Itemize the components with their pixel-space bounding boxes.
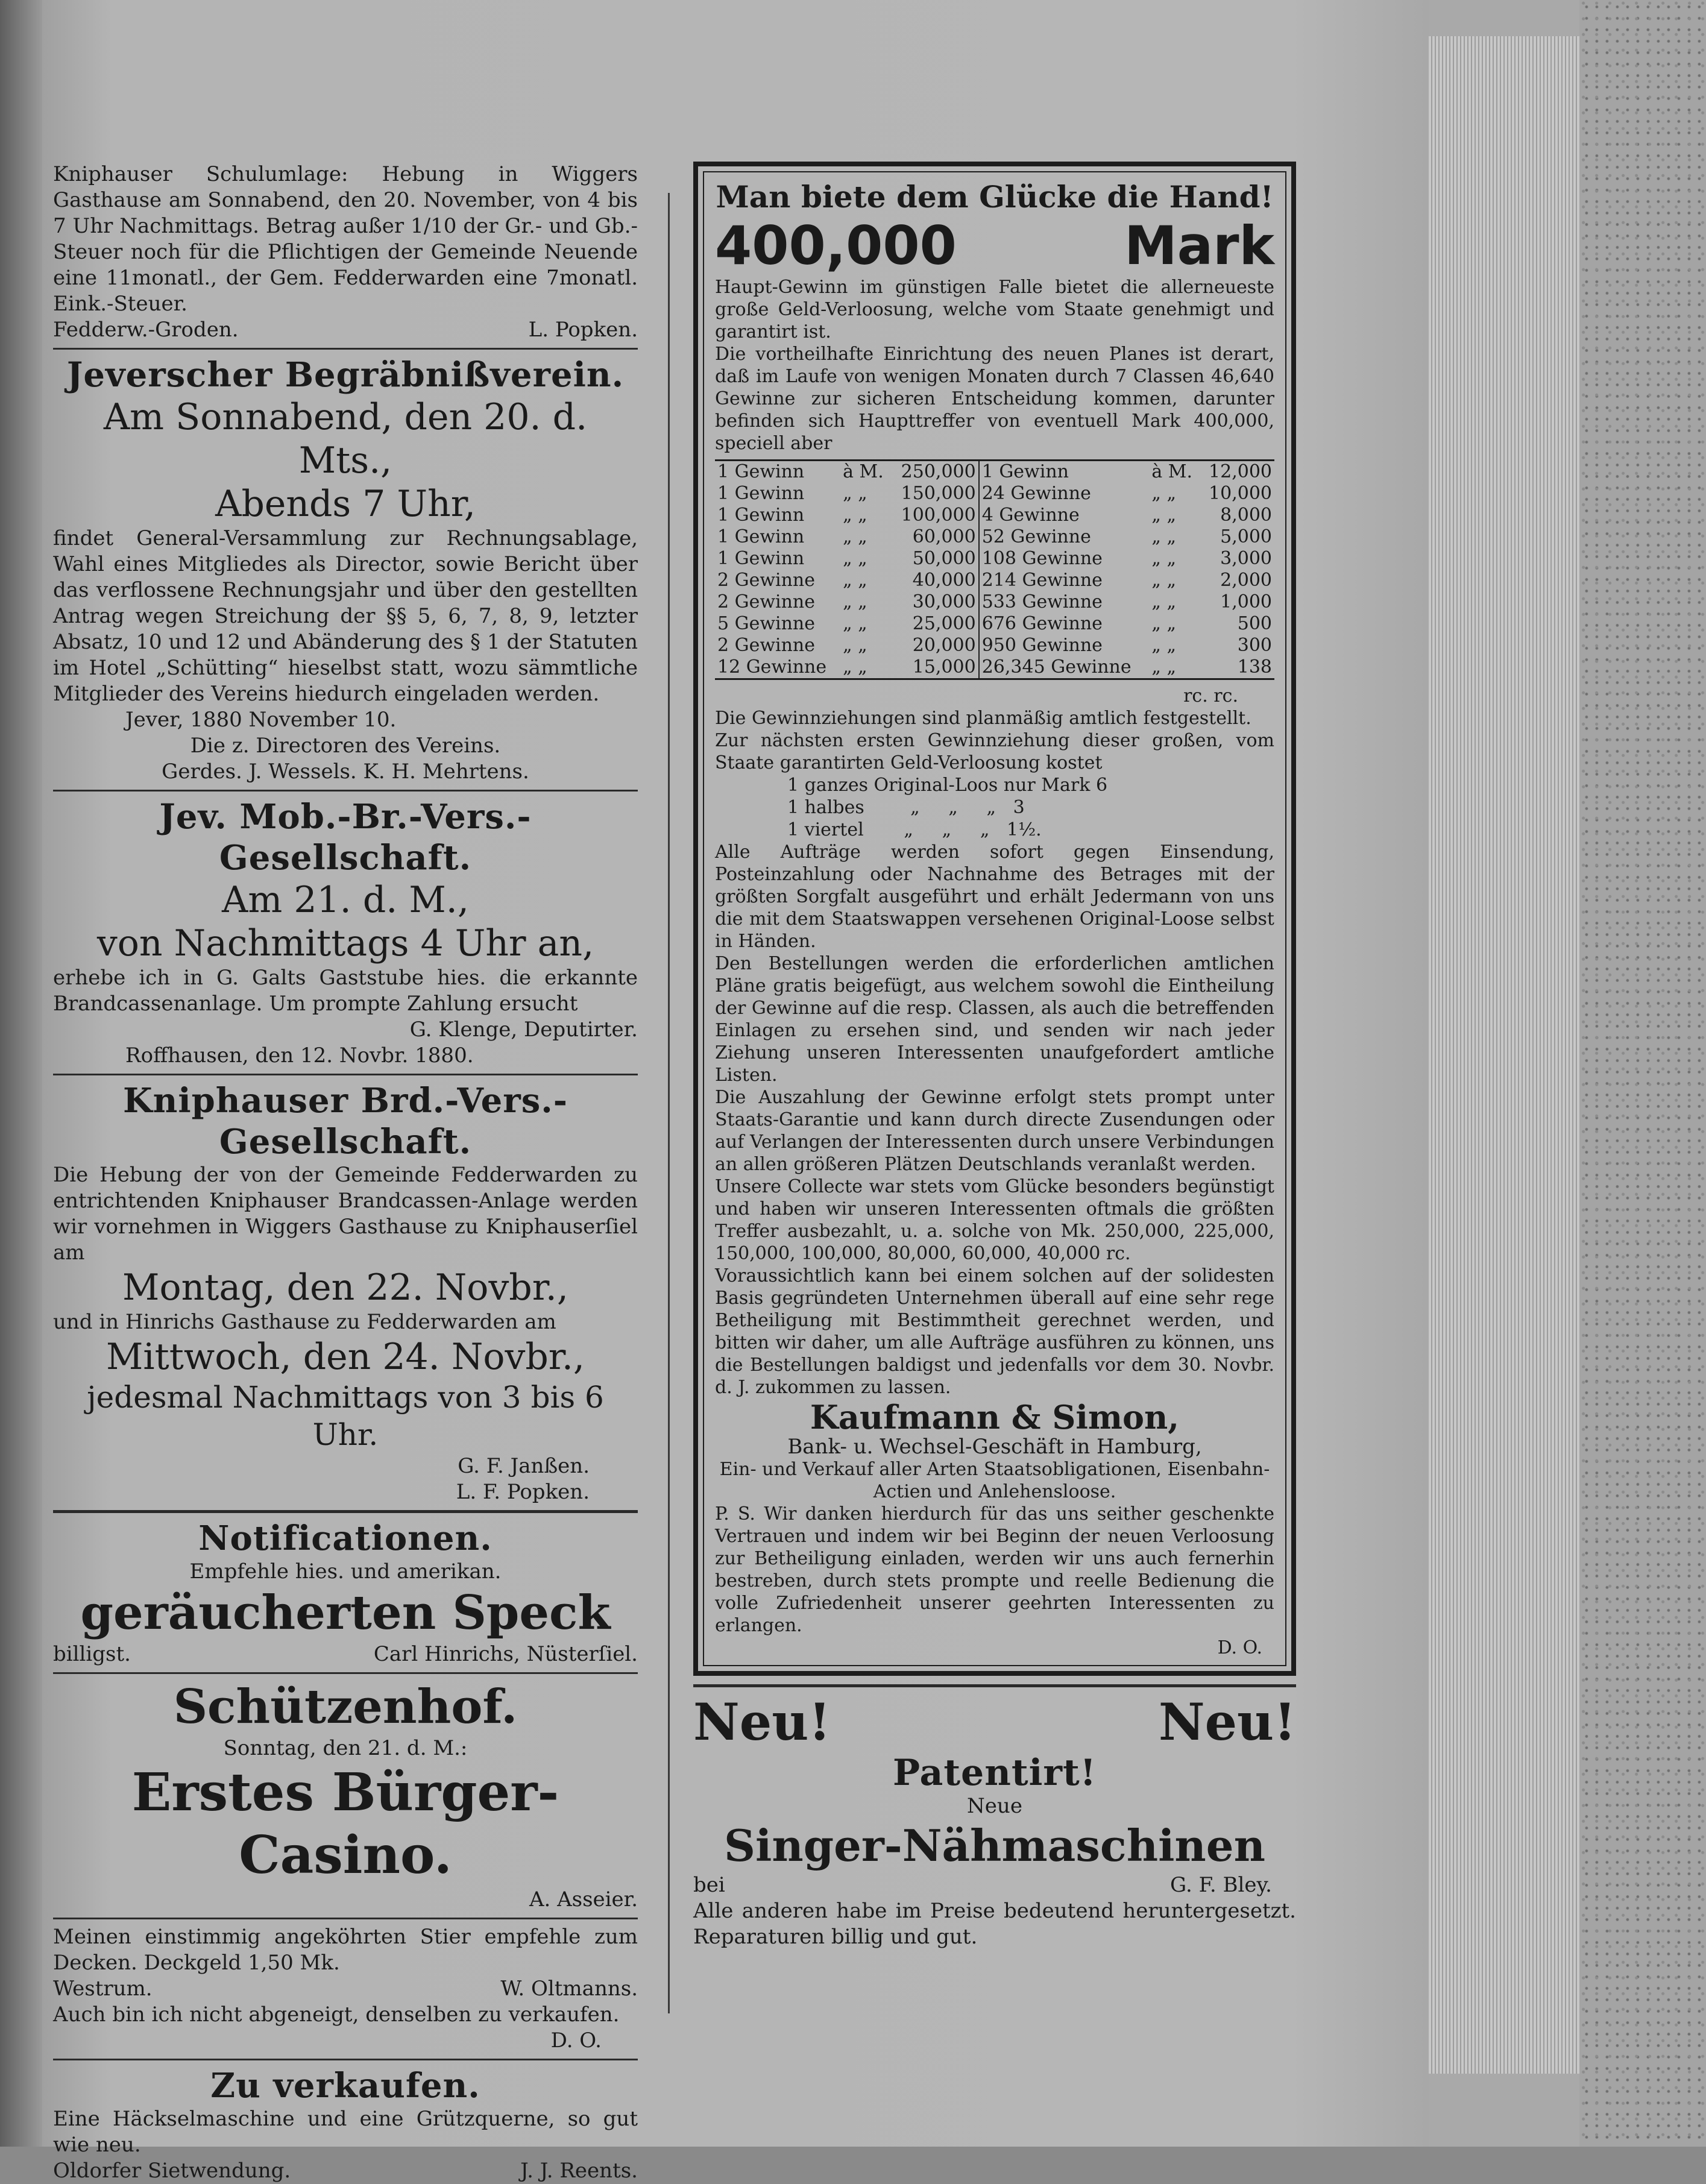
- ad-lottery: [693, 162, 1296, 1676]
- prize-mark: „ „: [843, 483, 867, 504]
- begraebnis-directors: Die z. Directoren des Vereins.: [190, 734, 501, 758]
- book-cover-edge: [1579, 0, 1706, 2147]
- ad-schulumlage: [53, 162, 638, 343]
- ad-schuetzenhof: [53, 1679, 638, 1913]
- begraebnis-dateline: Jever, 1880 November 10.: [125, 708, 397, 732]
- schulumlage-footer: [53, 317, 638, 343]
- ad-begraebnisverein: [53, 354, 638, 785]
- lottery-firm-desc: Ein- und Verkauf aller Arten Staatsobligationen, Eisenbahn-Actien und Anlehensloose.: [719, 1459, 1270, 1502]
- prize-value: 10,000: [1209, 483, 1272, 504]
- prize-mark: „ „: [1151, 483, 1176, 504]
- prize-mark: „ „: [843, 526, 867, 547]
- prize-row: [715, 613, 1274, 635]
- ad-singer: [693, 1692, 1296, 1950]
- schuetzen-signer: A. Asseier.: [529, 1887, 638, 1912]
- begraebnis-date: Am Sonnabend, den 20. d. Mts.,: [103, 396, 588, 482]
- prize-count: 533 Gewinne: [979, 591, 1150, 613]
- verkaufen-signer: J. J. Reents.: [520, 2159, 638, 2183]
- notif-right: Carl Hinrichs, Nüsterſiel.: [373, 1642, 638, 1666]
- lottery-ps: P. S. Wir danken hierdurch für das uns seither geschenkte Vertrauen und indem wir bei Beginn der neuen Verloosung zur Betheiligung einladen, werden wir uns auch fernerhin bestreben, durch stets prompte und reelle Bedienung die volle Zufriedenheit unserer geehrten Interessenten zu erlangen.: [715, 1503, 1274, 1636]
- schulumlage-signer: L. Popken.: [528, 318, 638, 342]
- begraebnis-title: Jeverscher Begräbnißverein.: [66, 355, 625, 395]
- prize-value: 500: [1237, 613, 1272, 634]
- prize-value: 60,000: [912, 526, 976, 547]
- stier-footer: [53, 1976, 638, 2002]
- ad-notificationen: [53, 1518, 638, 1667]
- prize-count: 1 Gewinn: [979, 461, 1150, 483]
- prize-mark: „ „: [1151, 635, 1176, 656]
- prize-mark: „ „: [1151, 548, 1176, 569]
- prize-value: 40,000: [912, 570, 976, 591]
- singer-bei: bei: [693, 1873, 725, 1897]
- mob-dateline: Roffhausen, den 12. Novbr. 1880.: [125, 1043, 474, 1068]
- prize-mark: „ „: [843, 613, 867, 634]
- prize-row: [715, 505, 1274, 526]
- lottery-amount: 400,000: [715, 215, 957, 277]
- lottery-etc: rc. rc.: [1183, 685, 1238, 706]
- divider: [53, 1510, 638, 1513]
- begraebnis-text: findet General-Versammlung zur Rechnungsablage, Wahl eines Mitgliedes als Director, sowie Bericht über das verflossene Rechnungsjahr und über den gestellten Antrag wegen Streichung der §§ 5, 6, 7, 8, 9, letzter Absatz, 10 und 12 und Abänderung des § 1 der Statuten im Hotel „Schütting“ hieselbst statt, wozu sämmtliche Mitglieder des Vereins hiedurch eingeladen werden.: [53, 526, 638, 706]
- notif-left: billigst.: [53, 1642, 131, 1666]
- prize-value: 250,000: [901, 461, 976, 482]
- prize-mark: „ „: [843, 548, 867, 569]
- prize-mark: „ „: [843, 656, 867, 678]
- singer-text: Alle anderen habe im Preise bedeutend heruntergesetzt. Reparaturen billig und gut.: [693, 1899, 1296, 1949]
- mob-signer: G. Klenge, Deputirter.: [409, 1018, 638, 1042]
- prize-mark: à M.: [1151, 461, 1193, 482]
- kniphauser-date1: Montag, den 22. Novbr.,: [122, 1267, 568, 1309]
- ad-stier: [53, 1924, 638, 2054]
- singer-neu-row: [693, 1692, 1296, 1752]
- lottery-unit: Mark: [1124, 215, 1274, 277]
- prize-mark: „ „: [1151, 591, 1176, 612]
- singer-neu-left: Neu!: [693, 1692, 831, 1752]
- lottery-draw: Die Gewinnziehungen sind planmäßig amtlich festgestellt.: [715, 708, 1251, 729]
- divider: [693, 1684, 1296, 1687]
- ad-kniphauser-versicherung: [53, 1080, 638, 1505]
- kniphauser-signer2: L. F. Popken.: [456, 1480, 590, 1504]
- kniphauser-title: Kniphauser Brd.-Vers.-Gesellschaft.: [122, 1081, 568, 1162]
- schulumlage-place: Fedderw.-Groden.: [53, 318, 239, 342]
- prize-value: 12,000: [1209, 461, 1272, 482]
- schuetzen-date: Sonntag, den 21. d. M.:: [223, 1736, 468, 1760]
- kniphauser-signer1: G. F. Janßen.: [458, 1454, 590, 1478]
- prize-count: 12 Gewinne: [717, 656, 827, 678]
- divider: [53, 2059, 638, 2060]
- lottery-ps-sign: D. O.: [1217, 1637, 1262, 1658]
- prize-count: 2 Gewinne: [717, 635, 816, 656]
- binding-gutter: [0, 0, 42, 2147]
- prize-row: [715, 548, 1274, 570]
- prize-count: 1 Gewinn: [717, 548, 805, 569]
- prize-row: [715, 526, 1274, 548]
- prize-count: 1 Gewinn: [717, 505, 805, 526]
- lottery-plan: Die vortheilhafte Einrichtung des neuen Planes ist derart, daß im Laufe von wenigen Monaten durch 7 Classen 46,640 Gewinne zur sicheren Entscheidung kommen, darunter befinden sich Haupttreffer von eventuell Mark 400,000, speciell aber: [715, 344, 1274, 454]
- stier-initials: D. O.: [550, 2028, 602, 2053]
- lottery-intro: Haupt-Gewinn im günstigen Falle bietet die allerneueste große Geld-Verloosung, welche vom Staate genehmigt und garantirt ist.: [715, 277, 1274, 342]
- schulumlage-text: Kniphauser Schulumlage: Hebung in Wiggers Gasthause am Sonnabend, den 20. November, von 4 bis 7 Uhr Nachmittags. Betrag außer 1/10 der Gr.- und Gb.-Steuer noch für die Pflichtigen der Gemeinde Neuende eine 11monatl., der Gem. Fedderwarden eine 7monatl. Eink.-Steuer.: [53, 162, 638, 316]
- divider: [53, 1918, 638, 1919]
- prize-count: 24 Gewinne: [979, 483, 1150, 505]
- prize-row: [715, 591, 1274, 613]
- prize-value: 5,000: [1220, 526, 1272, 547]
- prize-count: 950 Gewinne: [979, 635, 1150, 656]
- lottery-firm: Kaufmann & Simon,: [810, 1398, 1180, 1437]
- lottery-lot2: 1 halbes „ „ „ 3: [787, 797, 1025, 818]
- prize-value: 1,000: [1220, 591, 1272, 612]
- notif-line: Empfehle hies. und amerikan.: [189, 1559, 502, 1584]
- prize-count: 4 Gewinne: [979, 505, 1150, 526]
- prize-value: 2,000: [1220, 570, 1272, 591]
- prize-value: 300: [1237, 635, 1272, 656]
- prize-mark: „ „: [1151, 656, 1176, 678]
- prize-value: 3,000: [1220, 548, 1272, 569]
- prize-mark: „ „: [843, 570, 867, 591]
- stier-signer: W. Oltmanns.: [500, 1977, 638, 2001]
- prize-count: 2 Gewinne: [717, 591, 816, 612]
- schuetzen-event: Erstes Bürger-Casino.: [131, 1762, 559, 1886]
- prize-count: 1 Gewinn: [717, 526, 805, 547]
- kniphauser-mid: und in Hinrichs Gasthause zu Fedderwarden am: [53, 1310, 556, 1334]
- lottery-lot1: 1 ganzes Original-Loos nur Mark 6: [787, 775, 1108, 796]
- prize-value: 30,000: [912, 591, 976, 612]
- prize-mark: à M.: [843, 461, 884, 482]
- singer-neue: Neue: [967, 1794, 1022, 1818]
- prize-row: [715, 656, 1274, 679]
- lottery-expect: Voraussichtlich kann bei einem solchen auf der solidesten Basis gegründeten Unternehmen überall auf eine sehr rege Betheiligung mit Bestimmtheit gerechnet werden, und bitten wir daher, um alle Aufträge ausführen zu können, uns die Bestellungen baldigst und jedenfalls vor dem 30. Novbr. d. J. zukommen zu lassen.: [715, 1265, 1274, 1398]
- divider: [53, 790, 638, 791]
- prize-value: 20,000: [912, 635, 976, 656]
- prize-value: 100,000: [901, 505, 976, 526]
- prize-mark: „ „: [843, 635, 867, 656]
- kniphauser-date2: Mittwoch, den 24. Novbr.,: [105, 1336, 585, 1378]
- singer-seller-row: [693, 1872, 1296, 1898]
- prize-mark: „ „: [1151, 613, 1176, 634]
- prize-count: 5 Gewinne: [717, 613, 816, 634]
- kniphauser-time: jedesmal Nachmittags von 3 bis 6 Uhr.: [87, 1380, 604, 1452]
- prize-mark: „ „: [843, 591, 867, 612]
- singer-title: Singer-Nähmaschinen: [724, 1820, 1265, 1871]
- prize-count: 1 Gewinn: [717, 483, 805, 504]
- prize-count: 2 Gewinne: [717, 570, 816, 591]
- lottery-next: Zur nächsten ersten Gewinnziehung dieser großen, vom Staate garantirten Geld-Verloosung kostet: [715, 730, 1274, 773]
- prize-row: [715, 635, 1274, 656]
- lottery-orders: Alle Aufträge werden sofort gegen Einsendung, Posteinzahlung oder Nachnahme des Betrages mit der größten Sorgfalt ausgeführt und erhält Jedermann von uns die mit dem Staatswappen versehenen Original-Loose selbst in Händen.: [715, 842, 1274, 952]
- prize-mark: „ „: [1151, 570, 1176, 591]
- kniphauser-text: Die Hebung der von der Gemeinde Fedderwarden zu entrichtenden Kniphauser Brandcassen-Anlage werden wir vornehmen in Wiggers Gasthause zu Kniphauserſiel am: [53, 1163, 638, 1265]
- singer-patent: Patentirt!: [892, 1752, 1097, 1794]
- ad-zu-verkaufen: [53, 2065, 638, 2184]
- notif-product: geräucherten Speck: [80, 1585, 611, 1640]
- lottery-firm-sub: Bank- u. Wechsel-Geschäft in Hamburg,: [787, 1435, 1202, 1459]
- lottery-slogan: Man biete dem Glücke die Hand!: [716, 179, 1274, 215]
- singer-neu-right: Neu!: [1158, 1692, 1296, 1752]
- lottery-frame: [703, 171, 1286, 1666]
- left-column: [53, 162, 638, 2184]
- verkaufen-footer: [53, 2158, 638, 2184]
- mob-text: erhebe ich in G. Galts Gaststube hies. die erkannte Brandcassenanlage. Um prompte Zahlung ersucht: [53, 966, 638, 1016]
- prize-count: 26,345 Gewinne: [979, 656, 1150, 679]
- lottery-headline: [715, 216, 1274, 276]
- column-divider: [668, 193, 670, 2013]
- prize-mark: „ „: [1151, 526, 1176, 547]
- verkaufen-title: Zu verkaufen.: [210, 2066, 480, 2106]
- prize-value: 8,000: [1220, 505, 1272, 526]
- prize-value: 25,000: [912, 613, 976, 634]
- lottery-lot3: 1 viertel „ „ „ 1½.: [787, 819, 1042, 840]
- stier-text: Meinen einstimmig angeköhrten Stier empfehle zum Decken. Deckgeld 1,50 Mk.: [53, 1925, 638, 1975]
- schuetzen-title: Schützenhof.: [173, 1679, 518, 1734]
- singer-seller: G. F. Bley.: [1170, 1873, 1272, 1897]
- mob-date: Am 21. d. M.,: [222, 879, 469, 921]
- prize-row: [715, 570, 1274, 591]
- lottery-luck: Unsere Collecte war stets vom Glücke besonders begünstigt und haben wir unseren Interessenten oftmals die größten Treffer ausbezahlt, u. a. solche von Mk. 250,000, 225,000, 150,000, 100,000, 80,000, 60,000, 40,000 rc.: [715, 1176, 1274, 1264]
- mob-title: Jev. Mob.-Br.-Vers.-Gesellschaft.: [159, 797, 532, 878]
- stier-place: Westrum.: [53, 1977, 153, 2001]
- right-column: [693, 162, 1296, 1950]
- notif-title: Notificationen.: [198, 1518, 493, 1558]
- prize-count: 1 Gewinn: [717, 461, 805, 482]
- prize-value: 15,000: [912, 656, 976, 678]
- prize-mark: „ „: [1151, 505, 1176, 526]
- prize-value: 138: [1237, 656, 1272, 678]
- notif-footer: [53, 1641, 638, 1667]
- prize-count: 214 Gewinne: [979, 570, 1150, 591]
- ad-mob-versicherung: [53, 796, 638, 1069]
- prize-count: 108 Gewinne: [979, 548, 1150, 570]
- divider: [53, 348, 638, 350]
- prize-row: [715, 461, 1274, 483]
- verkaufen-text: Eine Häckselmaschine und eine Grützquerne, so gut wie neu.: [53, 2107, 638, 2157]
- page-edges: [1429, 36, 1579, 2074]
- divider: [53, 1672, 638, 1674]
- verkaufen-place: Oldorfer Sietwendung.: [53, 2159, 291, 2183]
- prize-value: 50,000: [912, 548, 976, 569]
- prize-value: 150,000: [901, 483, 976, 504]
- prize-table: [715, 459, 1274, 680]
- lottery-payout: Die Auszahlung der Gewinne erfolgt stets prompt unter Staats-Garantie und kann durch directe Zusendungen oder auf Verlangen der Interessenten durch unsere Verbindungen an allen größeren Plätzen Deutschlands veranlaßt werden.: [715, 1087, 1274, 1175]
- prize-row: [715, 483, 1274, 505]
- stier-text2: Auch bin ich nicht abgeneigt, denselben zu verkaufen.: [53, 2003, 620, 2027]
- prize-count: 52 Gewinne: [979, 526, 1150, 548]
- divider: [53, 1074, 638, 1075]
- prize-count: 676 Gewinne: [979, 613, 1150, 635]
- mob-time: von Nachmittags 4 Uhr an,: [96, 922, 594, 965]
- prize-mark: „ „: [843, 505, 867, 526]
- begraebnis-time: Abends 7 Uhr,: [215, 483, 476, 525]
- lottery-plans: Den Bestellungen werden die erforderlichen amtlichen Pläne gratis beigefügt, aus welchem sowohl die Eintheilung der Gewinne auf die resp. Classen, als auch die betreffenden Einlagen zu ersehen sind, und senden wir nach jeder Ziehung unseren Interessenten unaufgefordert amtliche Listen.: [715, 953, 1274, 1086]
- begraebnis-names: Gerdes. J. Wessels. K. H. Mehrtens.: [162, 760, 529, 784]
